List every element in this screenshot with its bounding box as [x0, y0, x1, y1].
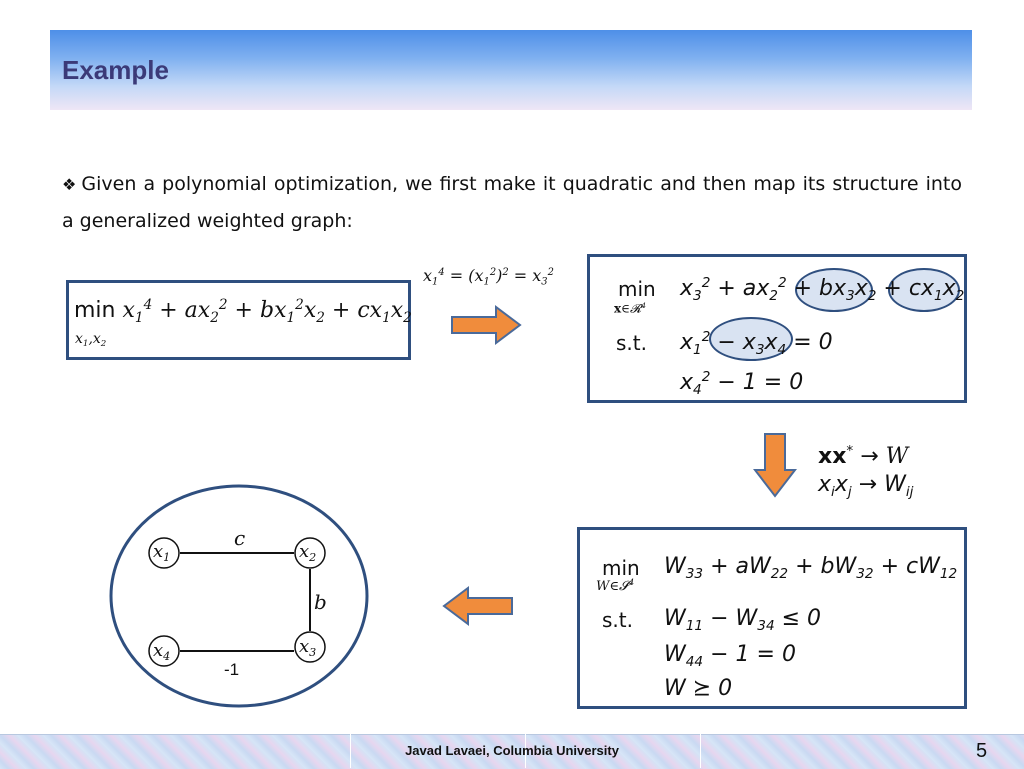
sdp-objective: $W_{33} + aW_{22} + bW_{32} + cW_{12}$ — [664, 554, 958, 582]
sdp-constraint-3: W ⪰ 0 — [664, 676, 733, 701]
title-bar — [50, 30, 972, 110]
bullet-paragraph — [62, 166, 962, 239]
mapping-line-2: $x_ix_j \to W_{ij}$ — [818, 472, 914, 500]
sdp-problem-box — [577, 527, 967, 709]
node-label-x4: $x_4$ — [153, 640, 171, 663]
footer-author: Javad Lavaei, Columbia University — [405, 743, 619, 758]
original-problem-box — [66, 280, 411, 360]
right-arrow-icon — [450, 305, 522, 345]
quad-objective: $x_3^2 + ax_2^2 + bx_3x_2 + cx_1x_2$ — [680, 275, 965, 304]
mapping-line-1: xx* → W — [818, 443, 909, 470]
left-arrow-icon — [440, 586, 516, 626]
sdp-st-label: s.t. — [602, 608, 633, 632]
quad-st-label: s.t. — [616, 331, 647, 355]
substitution-equation: $x_1^4 = (x_1^2)^2 = x_3^2$ — [423, 266, 554, 288]
edge-label-c: c — [234, 526, 246, 550]
sdp-constraint-1: $W_{11} - W_{34} \le 0$ — [664, 606, 822, 634]
edge-label-b: b — [314, 590, 327, 614]
sdp-constraint-2: $W_{44} - 1 = 0$ — [664, 642, 796, 670]
original-problem-vars: $x_1,x_2$ — [75, 331, 107, 350]
diamond-bullet-icon: ❖ — [62, 175, 78, 194]
quad-constraint-1: $x_1^2 - x_3x_4 = 0$ — [680, 329, 833, 358]
edge-label-minus1: -1 — [224, 660, 240, 679]
quad-constraint-2: $x_4^2 - 1 = 0$ — [680, 369, 804, 398]
down-arrow-icon — [753, 432, 797, 498]
quad-min-label: min — [618, 277, 656, 301]
page-number: 5 — [976, 740, 988, 762]
slide-title: Example — [62, 55, 169, 85]
quadratic-problem-box — [587, 254, 967, 403]
node-label-x1: $x_1$ — [153, 541, 171, 564]
sdp-domain: W∈𝓢$^4$ — [596, 578, 635, 594]
original-problem-formula: $\min x_1^4 + ax_2^2 + bx_1^2x_2 + cx_1x_2$ — [74, 297, 412, 326]
sdp-min-label: min — [602, 556, 640, 580]
bullet-text: Given a polynomial optimization, we first make it quadratic and then map its structure into a generalized weighted graph: — [62, 173, 963, 232]
quad-domain: x∈𝓡$^4$ — [614, 301, 646, 316]
node-label-x2: $x_2$ — [299, 541, 317, 564]
node-label-x3: $x_3$ — [299, 636, 317, 659]
